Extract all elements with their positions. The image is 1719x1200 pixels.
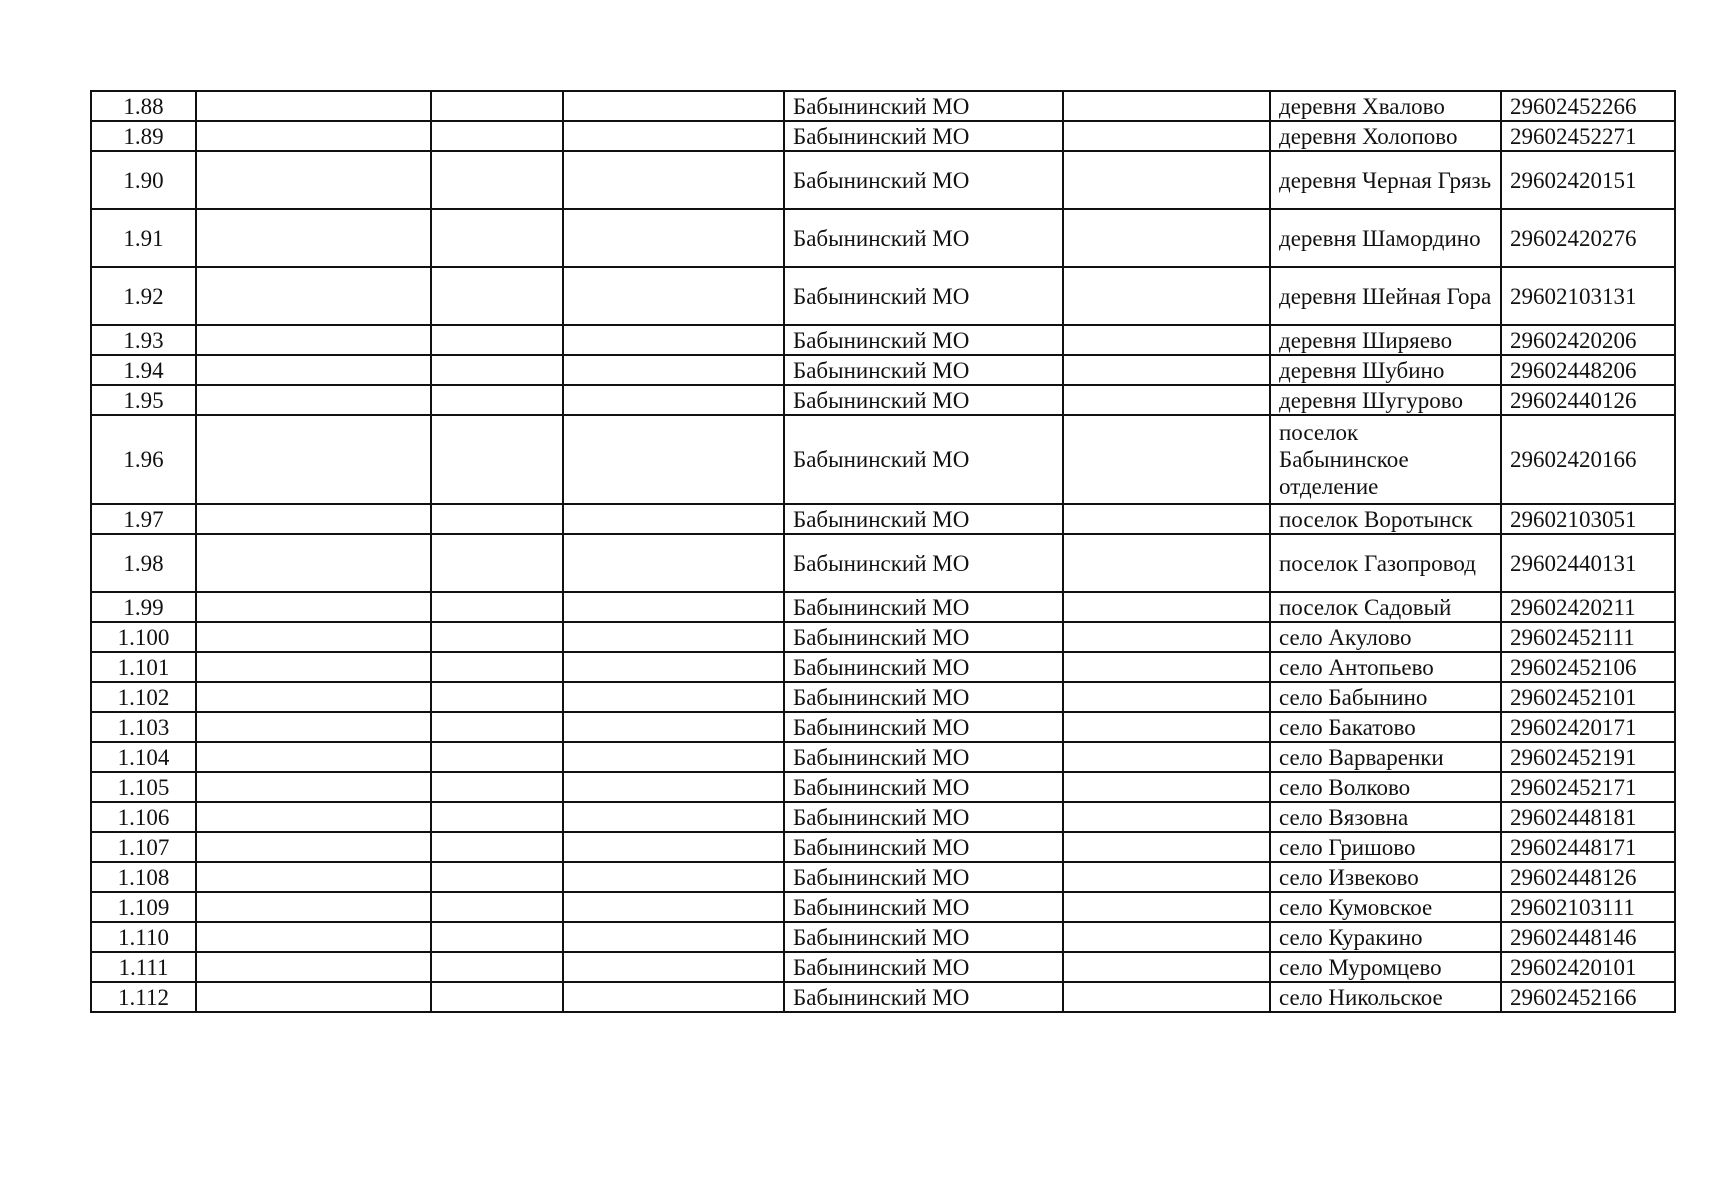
table-row xyxy=(91,504,1675,534)
oktmo-code-cell: 29602420171 xyxy=(1501,712,1675,742)
empty-cell xyxy=(563,772,784,802)
empty-cell xyxy=(1063,592,1270,622)
empty-cell xyxy=(431,504,563,534)
table-row xyxy=(91,622,1675,652)
municipality-cell: Бабынинский МО xyxy=(784,91,1063,121)
row-number-cell: 1.94 xyxy=(91,355,196,385)
table-row xyxy=(91,832,1675,862)
municipality-cell: Бабынинский МО xyxy=(784,151,1063,209)
empty-cell xyxy=(1063,742,1270,772)
municipality-cell: Бабынинский МО xyxy=(784,742,1063,772)
settlement-cell: село Гришово xyxy=(1270,832,1501,862)
empty-cell xyxy=(1063,832,1270,862)
settlement-cell: деревня Шейная Гора xyxy=(1270,267,1501,325)
oktmo-code-cell: 29602452191 xyxy=(1501,742,1675,772)
empty-cell xyxy=(196,325,431,355)
municipality-cell: Бабынинский МО xyxy=(784,504,1063,534)
empty-cell xyxy=(431,385,563,415)
municipality-cell: Бабынинский МО xyxy=(784,982,1063,1012)
municipality-cell: Бабынинский МО xyxy=(784,209,1063,267)
municipality-cell: Бабынинский МО xyxy=(784,832,1063,862)
empty-cell xyxy=(563,862,784,892)
row-number-cell: 1.105 xyxy=(91,772,196,802)
empty-cell xyxy=(1063,267,1270,325)
row-number-cell: 1.102 xyxy=(91,682,196,712)
empty-cell xyxy=(1063,209,1270,267)
empty-cell xyxy=(431,415,563,504)
municipality-cell: Бабынинский МО xyxy=(784,267,1063,325)
municipality-cell: Бабынинский МО xyxy=(784,802,1063,832)
table-row xyxy=(91,862,1675,892)
empty-cell xyxy=(563,742,784,772)
empty-cell xyxy=(196,892,431,922)
settlement-cell: деревня Хвалово xyxy=(1270,91,1501,121)
empty-cell xyxy=(196,742,431,772)
empty-cell xyxy=(1063,982,1270,1012)
empty-cell xyxy=(1063,151,1270,209)
empty-cell xyxy=(1063,534,1270,592)
oktmo-code-cell: 29602448146 xyxy=(1501,922,1675,952)
settlement-cell: село Куракино xyxy=(1270,922,1501,952)
row-number-cell: 1.99 xyxy=(91,592,196,622)
oktmo-code-cell: 29602452166 xyxy=(1501,982,1675,1012)
settlement-cell: село Кумовское xyxy=(1270,892,1501,922)
oktmo-code-cell: 29602420166 xyxy=(1501,415,1675,504)
row-number-cell: 1.97 xyxy=(91,504,196,534)
row-number-cell: 1.96 xyxy=(91,415,196,504)
empty-cell xyxy=(431,832,563,862)
settlement-cell: село Никольское xyxy=(1270,982,1501,1012)
settlement-cell: деревня Шубино xyxy=(1270,355,1501,385)
empty-cell xyxy=(431,267,563,325)
settlement-cell: село Муромцево xyxy=(1270,952,1501,982)
empty-cell xyxy=(1063,385,1270,415)
municipality-cell: Бабынинский МО xyxy=(784,355,1063,385)
empty-cell xyxy=(196,982,431,1012)
empty-cell xyxy=(196,832,431,862)
empty-cell xyxy=(431,712,563,742)
oktmo-code-cell: 29602452111 xyxy=(1501,622,1675,652)
empty-cell xyxy=(431,652,563,682)
table-row xyxy=(91,892,1675,922)
row-number-cell: 1.112 xyxy=(91,982,196,1012)
empty-cell xyxy=(431,682,563,712)
table-row xyxy=(91,682,1675,712)
table-row xyxy=(91,534,1675,592)
empty-cell xyxy=(431,892,563,922)
municipality-cell: Бабынинский МО xyxy=(784,592,1063,622)
document-page xyxy=(90,90,1674,1013)
empty-cell xyxy=(196,504,431,534)
settlement-cell: село Акулово xyxy=(1270,622,1501,652)
empty-cell xyxy=(431,922,563,952)
table-row xyxy=(91,121,1675,151)
empty-cell xyxy=(431,151,563,209)
empty-cell xyxy=(196,151,431,209)
empty-cell xyxy=(563,91,784,121)
empty-cell xyxy=(1063,622,1270,652)
table-row xyxy=(91,415,1675,504)
empty-cell xyxy=(1063,682,1270,712)
oktmo-code-cell: 29602448181 xyxy=(1501,802,1675,832)
empty-cell xyxy=(196,534,431,592)
empty-cell xyxy=(563,802,784,832)
empty-cell xyxy=(563,385,784,415)
empty-cell xyxy=(563,415,784,504)
municipality-cell: Бабынинский МО xyxy=(784,622,1063,652)
table-row xyxy=(91,802,1675,832)
settlement-cell: деревня Шугурово xyxy=(1270,385,1501,415)
empty-cell xyxy=(196,712,431,742)
empty-cell xyxy=(563,592,784,622)
oktmo-code-cell: 29602452266 xyxy=(1501,91,1675,121)
empty-cell xyxy=(1063,325,1270,355)
oktmo-code-cell: 29602103111 xyxy=(1501,892,1675,922)
table-row xyxy=(91,355,1675,385)
empty-cell xyxy=(431,862,563,892)
empty-cell xyxy=(563,682,784,712)
empty-cell xyxy=(431,121,563,151)
row-number-cell: 1.111 xyxy=(91,952,196,982)
municipality-cell: Бабынинский МО xyxy=(784,922,1063,952)
row-number-cell: 1.92 xyxy=(91,267,196,325)
empty-cell xyxy=(1063,91,1270,121)
empty-cell xyxy=(563,832,784,862)
empty-cell xyxy=(431,534,563,592)
table-row xyxy=(91,922,1675,952)
settlement-cell: деревня Шамордино xyxy=(1270,209,1501,267)
empty-cell xyxy=(196,91,431,121)
empty-cell xyxy=(431,952,563,982)
empty-cell xyxy=(563,209,784,267)
row-number-cell: 1.88 xyxy=(91,91,196,121)
row-number-cell: 1.106 xyxy=(91,802,196,832)
table-row xyxy=(91,151,1675,209)
row-number-cell: 1.101 xyxy=(91,652,196,682)
empty-cell xyxy=(1063,802,1270,832)
empty-cell xyxy=(196,415,431,504)
settlement-cell: село Извеково xyxy=(1270,862,1501,892)
table-row xyxy=(91,742,1675,772)
empty-cell xyxy=(1063,952,1270,982)
empty-cell xyxy=(563,504,784,534)
municipality-cell: Бабынинский МО xyxy=(784,534,1063,592)
table-row xyxy=(91,982,1675,1012)
table-row xyxy=(91,91,1675,121)
empty-cell xyxy=(196,652,431,682)
empty-cell xyxy=(563,652,784,682)
empty-cell xyxy=(431,982,563,1012)
empty-cell xyxy=(563,267,784,325)
empty-cell xyxy=(563,922,784,952)
row-number-cell: 1.110 xyxy=(91,922,196,952)
empty-cell xyxy=(563,121,784,151)
row-number-cell: 1.91 xyxy=(91,209,196,267)
settlement-cell: деревня Холопово xyxy=(1270,121,1501,151)
settlement-cell: поселок Бабынинское отделение xyxy=(1270,415,1501,504)
empty-cell xyxy=(1063,712,1270,742)
empty-cell xyxy=(1063,922,1270,952)
municipality-cell: Бабынинский МО xyxy=(784,712,1063,742)
empty-cell xyxy=(1063,504,1270,534)
empty-cell xyxy=(196,355,431,385)
oktmo-code-cell: 29602448206 xyxy=(1501,355,1675,385)
settlement-cell: деревня Ширяево xyxy=(1270,325,1501,355)
municipality-cell: Бабынинский МО xyxy=(784,862,1063,892)
row-number-cell: 1.98 xyxy=(91,534,196,592)
empty-cell xyxy=(1063,121,1270,151)
empty-cell xyxy=(431,622,563,652)
settlement-cell: поселок Садовый xyxy=(1270,592,1501,622)
empty-cell xyxy=(431,209,563,267)
empty-cell xyxy=(563,355,784,385)
table-row xyxy=(91,325,1675,355)
oktmo-code-cell: 29602103051 xyxy=(1501,504,1675,534)
empty-cell xyxy=(196,682,431,712)
oktmo-code-cell: 29602448126 xyxy=(1501,862,1675,892)
empty-cell xyxy=(563,892,784,922)
empty-cell xyxy=(431,355,563,385)
empty-cell xyxy=(196,592,431,622)
row-number-cell: 1.89 xyxy=(91,121,196,151)
empty-cell xyxy=(196,121,431,151)
oktmo-code-cell: 29602452171 xyxy=(1501,772,1675,802)
municipality-cell: Бабынинский МО xyxy=(784,682,1063,712)
empty-cell xyxy=(196,622,431,652)
settlement-cell: село Вязовна xyxy=(1270,802,1501,832)
empty-cell xyxy=(196,862,431,892)
row-number-cell: 1.109 xyxy=(91,892,196,922)
empty-cell xyxy=(563,622,784,652)
row-number-cell: 1.108 xyxy=(91,862,196,892)
empty-cell xyxy=(196,772,431,802)
empty-cell xyxy=(563,534,784,592)
row-number-cell: 1.90 xyxy=(91,151,196,209)
settlement-cell: поселок Воротынск xyxy=(1270,504,1501,534)
oktmo-code-cell: 29602103131 xyxy=(1501,267,1675,325)
empty-cell xyxy=(196,209,431,267)
table-row xyxy=(91,952,1675,982)
table-row xyxy=(91,209,1675,267)
settlement-cell: село Бакатово xyxy=(1270,712,1501,742)
oktmo-code-cell: 29602440126 xyxy=(1501,385,1675,415)
municipality-cell: Бабынинский МО xyxy=(784,121,1063,151)
table-row xyxy=(91,652,1675,682)
table-row xyxy=(91,592,1675,622)
empty-cell xyxy=(1063,355,1270,385)
empty-cell xyxy=(431,802,563,832)
row-number-cell: 1.103 xyxy=(91,712,196,742)
settlement-cell: деревня Черная Грязь xyxy=(1270,151,1501,209)
oktmo-code-cell: 29602420211 xyxy=(1501,592,1675,622)
municipality-cell: Бабынинский МО xyxy=(784,385,1063,415)
empty-cell xyxy=(431,742,563,772)
oktmo-code-cell: 29602452101 xyxy=(1501,682,1675,712)
municipality-cell: Бабынинский МО xyxy=(784,415,1063,504)
table-row xyxy=(91,772,1675,802)
row-number-cell: 1.104 xyxy=(91,742,196,772)
empty-cell xyxy=(431,772,563,802)
table-row xyxy=(91,385,1675,415)
empty-cell xyxy=(196,802,431,832)
settlements-table xyxy=(90,90,1676,1013)
table-row xyxy=(91,712,1675,742)
municipality-cell: Бабынинский МО xyxy=(784,892,1063,922)
settlement-cell: поселок Газопровод xyxy=(1270,534,1501,592)
empty-cell xyxy=(563,712,784,742)
row-number-cell: 1.95 xyxy=(91,385,196,415)
empty-cell xyxy=(1063,862,1270,892)
municipality-cell: Бабынинский МО xyxy=(784,652,1063,682)
municipality-cell: Бабынинский МО xyxy=(784,325,1063,355)
empty-cell xyxy=(563,982,784,1012)
empty-cell xyxy=(563,151,784,209)
row-number-cell: 1.93 xyxy=(91,325,196,355)
oktmo-code-cell: 29602420101 xyxy=(1501,952,1675,982)
row-number-cell: 1.100 xyxy=(91,622,196,652)
empty-cell xyxy=(196,922,431,952)
municipality-cell: Бабынинский МО xyxy=(784,772,1063,802)
oktmo-code-cell: 29602452106 xyxy=(1501,652,1675,682)
oktmo-code-cell: 29602448171 xyxy=(1501,832,1675,862)
empty-cell xyxy=(196,952,431,982)
oktmo-code-cell: 29602420276 xyxy=(1501,209,1675,267)
settlement-cell: село Волково xyxy=(1270,772,1501,802)
row-number-cell: 1.107 xyxy=(91,832,196,862)
oktmo-code-cell: 29602420151 xyxy=(1501,151,1675,209)
empty-cell xyxy=(196,267,431,325)
empty-cell xyxy=(563,952,784,982)
oktmo-code-cell: 29602420206 xyxy=(1501,325,1675,355)
empty-cell xyxy=(1063,772,1270,802)
table-body xyxy=(91,91,1675,1012)
oktmo-code-cell: 29602452271 xyxy=(1501,121,1675,151)
table-row xyxy=(91,267,1675,325)
empty-cell xyxy=(431,91,563,121)
settlement-cell: село Антопьево xyxy=(1270,652,1501,682)
settlement-cell: село Бабынино xyxy=(1270,682,1501,712)
empty-cell xyxy=(196,385,431,415)
empty-cell xyxy=(431,325,563,355)
empty-cell xyxy=(1063,892,1270,922)
empty-cell xyxy=(431,592,563,622)
settlement-cell: село Варваренки xyxy=(1270,742,1501,772)
empty-cell xyxy=(1063,415,1270,504)
oktmo-code-cell: 29602440131 xyxy=(1501,534,1675,592)
municipality-cell: Бабынинский МО xyxy=(784,952,1063,982)
empty-cell xyxy=(563,325,784,355)
empty-cell xyxy=(1063,652,1270,682)
